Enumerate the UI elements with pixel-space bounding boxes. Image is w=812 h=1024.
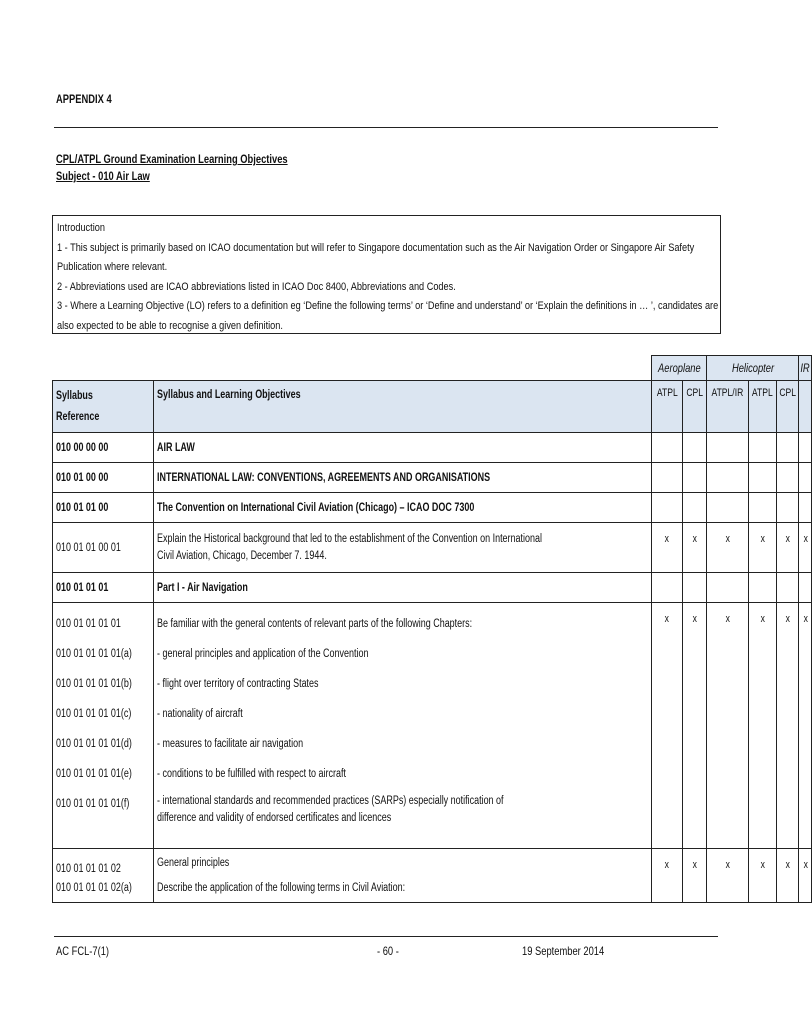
introduction-box xyxy=(52,215,721,334)
intro-line: also expected to be able to recognise a given definition. xyxy=(57,319,283,332)
footer-document-code: AC FCL-7(1) xyxy=(56,944,110,958)
applicability-mark: x xyxy=(776,849,798,903)
intro-line: Publication where relevant. xyxy=(57,261,168,273)
header-syllabus-objectives: Syllabus and Learning Objectives xyxy=(154,381,652,433)
applicability-mark: x xyxy=(749,849,777,903)
header-cpl: CPL xyxy=(683,381,707,433)
header-atpl-ir: ATPL/IR xyxy=(707,381,749,433)
applicability-mark: x xyxy=(749,523,777,573)
applicability-mark: x xyxy=(707,523,749,573)
group-helicopter: Helicopter xyxy=(707,356,799,381)
group-ir: IR xyxy=(799,356,812,381)
header-ir-blank xyxy=(799,381,812,433)
applicability-mark: x xyxy=(651,849,682,903)
document-title xyxy=(56,151,353,185)
table-row: 010 01 01 01 02 010 01 01 01 02(a) General principles Describe the application of the following terms in Civil Aviation: x x x x x x xyxy=(53,849,812,903)
header-atpl: ATPL xyxy=(651,381,682,433)
appendix-label: APPENDIX 4 xyxy=(56,92,112,106)
subject-line: Subject - 010 Air Law xyxy=(56,169,150,183)
applicability-mark: x xyxy=(749,603,777,849)
title-line: CPL/ATPL Ground Examination Learning Objectives xyxy=(56,152,288,166)
learning-objectives-table xyxy=(52,355,812,903)
intro-line: 3 - Where a Learning Objective (LO) refers to a definition eg ‘Define the following terms’ or ‘Define and understand’ or ‘Explain the definitions in … ’, candidates are xyxy=(57,300,719,312)
group-aeroplane: Aeroplane xyxy=(651,356,707,381)
table-row: 010 01 01 00 The Convention on International Civil Aviation (Chicago) – ICAO DOC 7300 xyxy=(53,493,812,523)
table-row: 010 01 01 01 Part I - Air Navigation xyxy=(53,573,812,603)
applicability-mark: x xyxy=(651,523,682,573)
header-atpl-heli: ATPL xyxy=(749,381,777,433)
applicability-mark: x xyxy=(683,849,707,903)
applicability-mark: x xyxy=(799,523,812,573)
bottom-rule xyxy=(54,936,718,937)
applicability-mark: x xyxy=(683,523,707,573)
table-row: 010 01 01 01 01 010 01 01 01 01(a) 010 01 01 01 01(b) 010 01 01 01 01(c) 010 01 01 01 01(d) 010 01 01 01 01(e) 010 01 01 01 01(f) Be familiar with the general contents of relevant parts of the following Chapters: - general principles and application of the Convention - flight over territory of contracting States - nationality of aircraft - measures to facilitate air navigation - conditions to be fulfilled with respect to aircraft - international standards and recommended practices (SARPs) especially notification of difference and validity of endorsed certificates and licences x x x x x x xyxy=(53,603,812,849)
applicability-mark: x xyxy=(799,849,812,903)
applicability-mark: x xyxy=(707,849,749,903)
applicability-mark: x xyxy=(799,603,812,849)
table-row: 010 01 01 00 01 Explain the Historical background that led to the establishment of the Convention on International Civil Aviation, Chicago, December 7. 1944. x x x x x x xyxy=(53,523,812,573)
applicability-mark: x xyxy=(683,603,707,849)
header-syllabus-reference: Syllabus Reference xyxy=(53,381,154,433)
header-cpl-heli: CPL xyxy=(776,381,798,433)
footer-date: 19 September 2014 xyxy=(522,944,605,958)
footer-page-number: - 60 - xyxy=(377,944,399,958)
table-row: 010 00 00 00 AIR LAW xyxy=(53,433,812,463)
table-row: 010 01 00 00 INTERNATIONAL LAW: CONVENTIONS, AGREEMENTS AND ORGANISATIONS xyxy=(53,463,812,493)
intro-line: Introduction xyxy=(57,222,105,234)
applicability-mark: x xyxy=(707,603,749,849)
applicability-mark: x xyxy=(776,603,798,849)
intro-line: 1 - This subject is primarily based on ICAO documentation but will refer to Singapore documentation such as the Air Navigation Order or Singapore Air Safety xyxy=(57,241,695,254)
intro-line: 2 - Abbreviations used are ICAO abbreviations listed in ICAO Doc 8400, Abbreviations and Codes. xyxy=(57,280,456,293)
top-rule xyxy=(54,127,718,128)
applicability-mark: x xyxy=(651,603,682,849)
applicability-mark: x xyxy=(776,523,798,573)
